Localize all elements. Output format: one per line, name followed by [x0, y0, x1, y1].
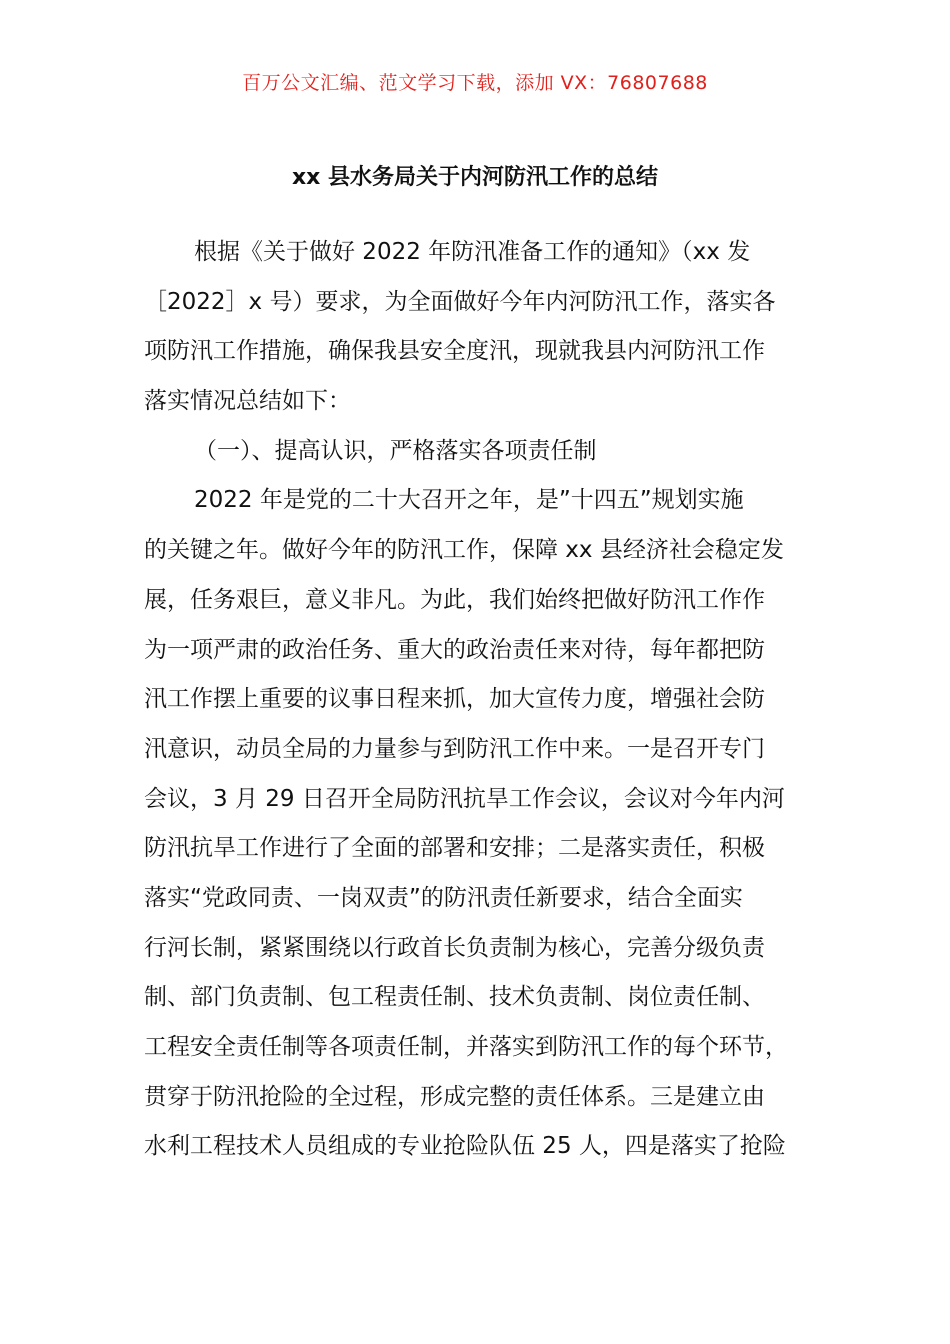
paragraph-line: 水利工程技术人员组成的专业抢险队伍 25 人，四是落实了抢险 — [144, 1133, 786, 1160]
paragraph-line: 2022 年是党的二十大召开之年，是”十四五”规划实施 — [194, 487, 744, 514]
paragraph-line: 防汛抗旱工作进行了全面的部署和安排；二是落实责任，积极 — [144, 835, 765, 862]
section-heading: （一）、提高认识，严格落实各项责任制 — [194, 437, 597, 464]
promo-banner: 百万公文汇编、范文学习下载，添加 VX：76807688 — [242, 72, 708, 94]
paragraph-line: ［2022］x 号）要求，为全面做好今年内河防汛工作，落实各 — [144, 288, 776, 315]
paragraph-line: 制、部门负责制、包工程责任制、技术负责制、岗位责任制、 — [144, 984, 765, 1011]
paragraph-line: 根据《关于做好 2022 年防汛准备工作的通知》（xx 发 — [194, 239, 751, 265]
paragraph-line: 项防汛工作措施，确保我县安全度汛，现就我县内河防汛工作 — [144, 338, 765, 365]
paragraph-line: 的关键之年。做好今年的防汛工作，保障 xx 县经济社会稳定发 — [144, 537, 784, 564]
document-body — [144, 228, 812, 1172]
paragraph-line: 展，任务艰巨，意义非凡。为此，我们始终把做好防汛工作作 — [144, 586, 765, 613]
paragraph-line: 汛意识，动员全局的力量参与到防汛工作中来。一是召开专门 — [144, 735, 765, 762]
paragraph-line: 汛工作摆上重要的议事日程来抓，加大宣传力度，增强社会防 — [144, 686, 765, 713]
paragraph-line: 落实情况总结如下： — [144, 388, 351, 415]
paragraph-line: 贯穿于防汛抢险的全过程，形成完整的责任体系。三是建立由 — [144, 1083, 765, 1110]
paragraph-line: 行河长制，紧紧围绕以行政首长负责制为核心，完善分级负责 — [144, 934, 765, 961]
paragraph-line: 落实“党政同责、一岗双责”的防汛责任新要求，结合全面实 — [144, 884, 743, 911]
paragraph-line: 工程安全责任制等各项责任制，并落实到防汛工作的每个环节， — [144, 1034, 788, 1060]
paragraph-line: 会议，3 月 29 日召开全局防汛抗旱工作会议，会议对今年内河 — [144, 785, 785, 812]
paragraph-line: 为一项严肃的政治任务、重大的政治责任来对待，每年都把防 — [144, 636, 765, 663]
document-title: xx 县水务局关于内河防汛工作的总结 — [291, 165, 659, 190]
